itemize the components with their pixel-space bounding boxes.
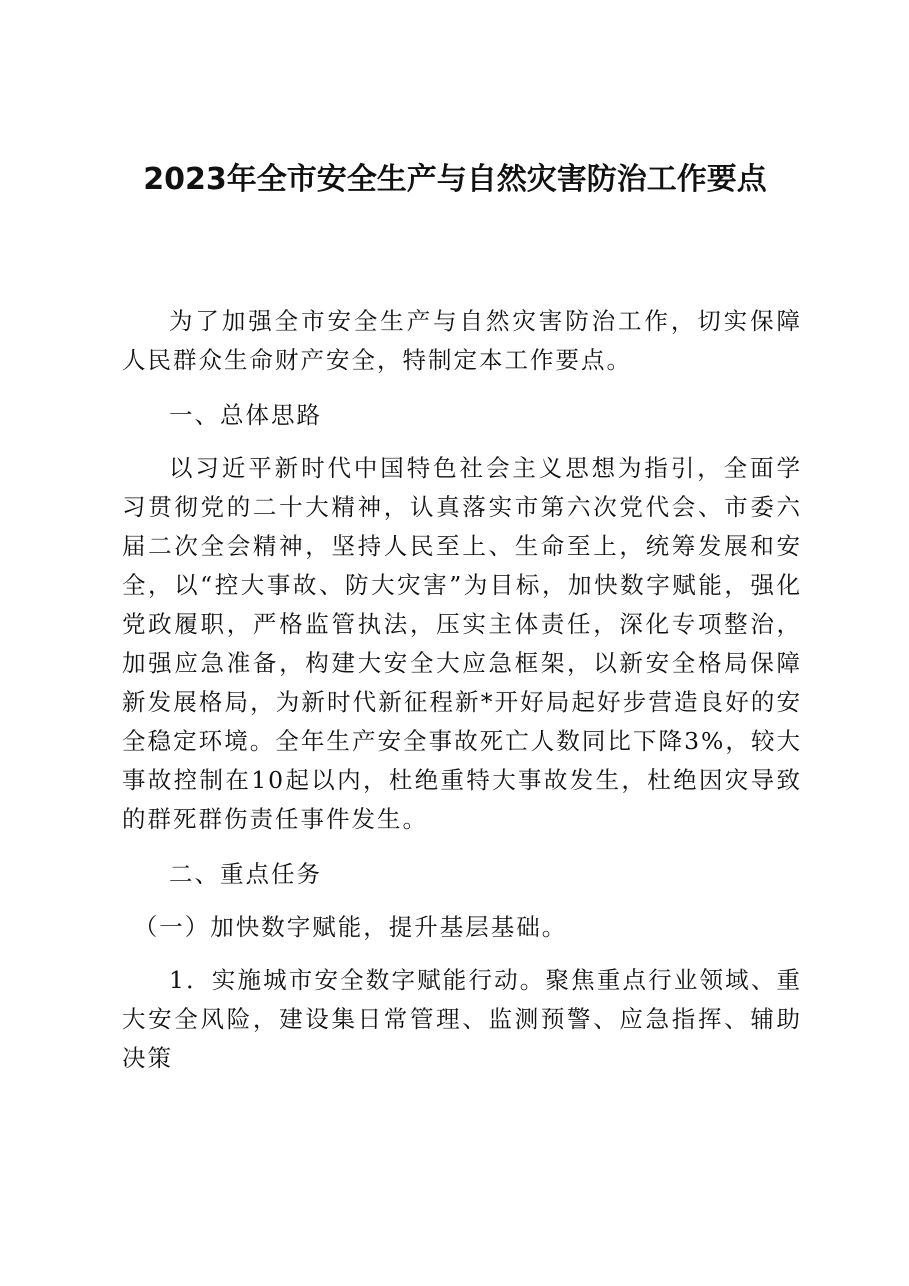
document-body: [122, 302, 802, 1094]
section-heading-key-tasks: 二、重点任务: [169, 860, 322, 888]
subsection-heading-digital-empowerment: （一）加快数字赋能，提升基层基础。: [133, 913, 568, 941]
document-title: 2023年全市安全生产与自然灾害防治工作要点: [143, 162, 767, 197]
task-item-1: 1．实施城市安全数字赋能行动。聚焦重点行业领域、重大安全风险，建设集日常管理、监测预警、应急指挥、辅助决策: [122, 966, 802, 1072]
intro-paragraph: 为了加强全市安全生产与自然灾害防治工作，切实保障人民群众生命财产安全，特制定本工作要点。: [122, 307, 802, 374]
overall-approach-paragraph: 以习近平新时代中国特色社会主义思想为指引，全面学习贯彻党的二十大精神，认真落实市第六次党代会、市委六届二次全会精神，坚持人民至上、生命至上，统筹发展和安全，以“控大事故、防大灾害”为目标，加快数字赋能，强化党政履职，严格监管执法，压实主体责任，深化专项整治，加强应急准备，构建大安全大应急框架，以新安全格局保障新发展格局，为新时代新征程新*开好局起好步营造良好的安全稳定环境。全年生产安全事故死亡人数同比下降3%，较大事故控制在10起以内，杜绝重特大事故发生，杜绝因灾导致的群死群伤责任事件发生。: [122, 454, 802, 833]
section-heading-overall-approach: 一、总体思路: [169, 401, 322, 429]
